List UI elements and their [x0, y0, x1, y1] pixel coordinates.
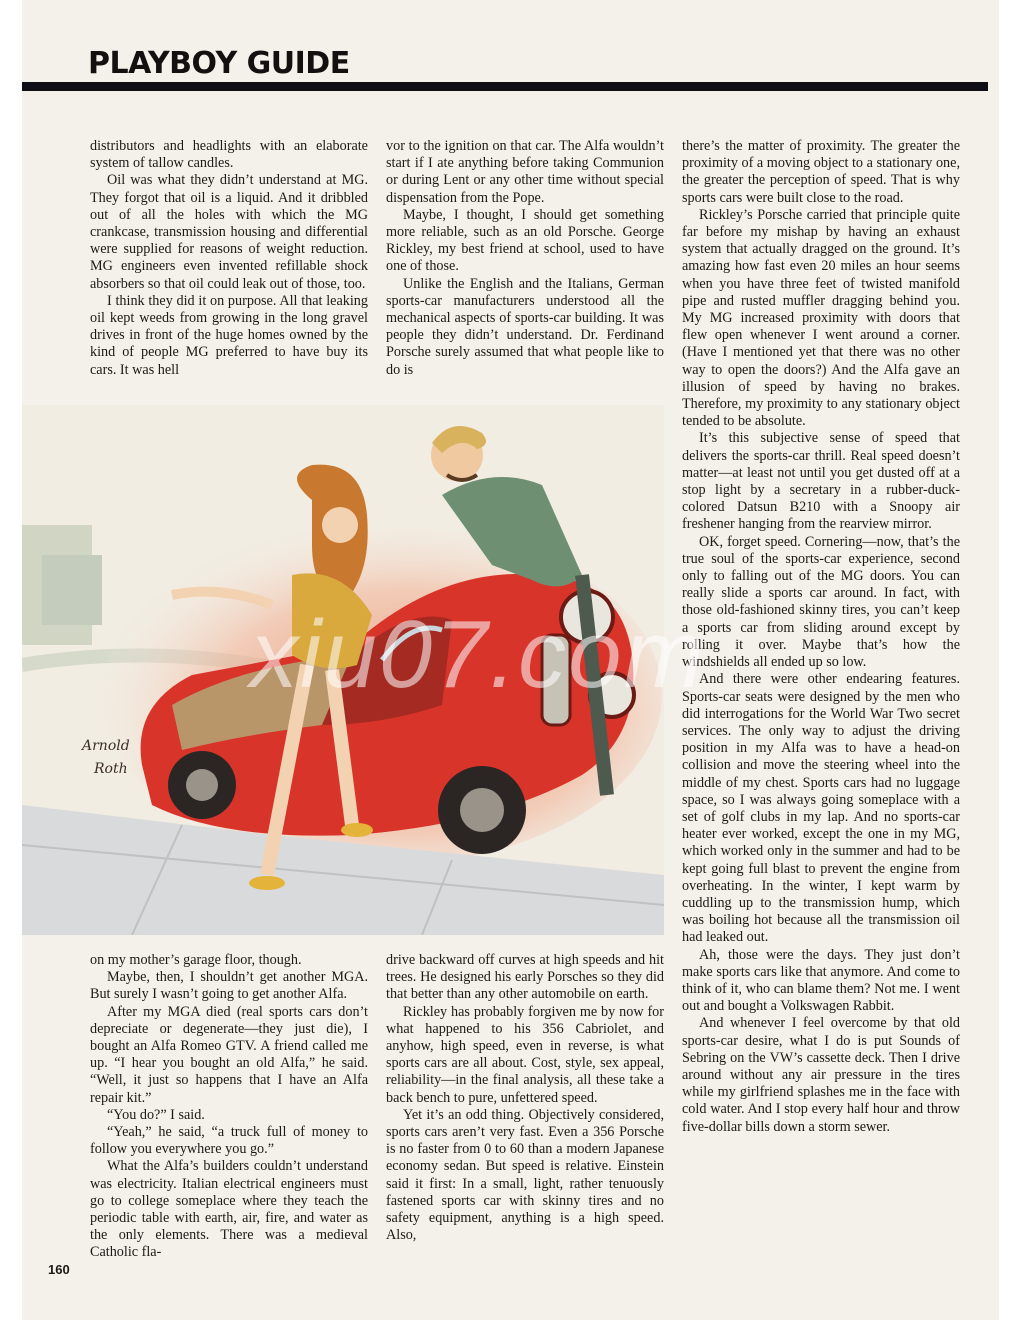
paragraph: And there were other endearing features. Sports-car seats were designed by the men who did interrogations for the World War Two secret services. The only way to adjust the driving position in my Alfa was to have a head-on collision and move the steering wheel into the middle of my chest. Sports cars had no luggage space, so I was always going someplace with a set of golf clubs in my lap. And no sports-car heater ever worked, except the one in my MG, which worked only in the summer and had to be kept going full blast to prevent the engine from overheating. In the winter, I kept warm by cuddling up to the transmission hump, which was boiling hot because all the transmission oil had leaked out.: [682, 671, 960, 946]
paragraph: “You do?” I said.: [107, 1106, 205, 1123]
artist-signature-line1: Arnold: [82, 738, 130, 754]
page-number: 160: [48, 1262, 70, 1277]
header-rule: [22, 82, 988, 91]
column-1-bottom: [90, 952, 368, 1262]
paragraph: “Yeah,” he said, “a truck full of money to follow you everywhere you go.”: [90, 1124, 368, 1158]
column-2-top: [386, 138, 664, 379]
column-2-bottom: [386, 952, 664, 1244]
paragraph: on my mother’s garage floor, though.: [90, 952, 302, 968]
paragraph: Yet it’s an odd thing. Objectively considered, sports cars aren’t very fast. Even a 356 Porsche is no faster from 0 to 60 than a modern Japanese economy sedan. But speed is relative. Einstein said it first: In a small, light, rather tenuously fastened sports car with skinny tires and no safety equipment, anything is a high speed. Also,: [386, 1106, 664, 1244]
page-margin-strip: [999, 0, 1020, 1320]
cartoon-illustration: [22, 405, 664, 935]
paragraph: Oil was what they didn’t understand at MG. They forgot that oil is a liquid. And it dribbled out of all the holes with which the MG crankcase, transmission housing and differential were supplied for reasons of weight reduction. MG engineers even invented refillable shock absorbers so that oil could leak out of those, too.: [90, 172, 368, 292]
paragraph: Rickley has probably forgiven me by now for what happened to his 356 Cabriolet, and anyhow, high speed, even in reverse, is what sports cars are all about. Cost, style, sex appeal, reliability—in the final analysis, all these take a back bench to pure, unfettered speed.: [386, 1003, 664, 1106]
paragraph: vor to the ignition on that car. The Alfa wouldn’t start if I ate anything before taking Communion or during Lent or any other time without special dispensation from the Pope.: [386, 138, 664, 206]
column-3: [682, 138, 960, 1136]
sports-car-cartoon: [22, 405, 664, 935]
paragraph: It’s this subjective sense of speed that delivers the sports-car thrill. Real speed doesn’t matter—at least not until you get dusted off at a stop light by a secretary in a rubber-duck-colored Datsun B210 with a Snoopy air freshener hanging from the rearview mirror.: [682, 430, 960, 533]
paragraph: Ah, those were the days. They just don’t make sports cars like that anymore. And come to think of it, who can blame them? Not me. I went out and bought a Volkswagen Rabbit.: [682, 946, 960, 1015]
watermark-text: xiu07.com: [250, 601, 706, 708]
paragraph: Rickley’s Porsche carried that principle quite far before my mishap by having an exhaust system that actually dragged on the ground. It’s amazing how fast even 20 miles an hour seems when you have three feet of twisted manifold pipe and rusted muffler dragging behind you. My MG increased proximity with doors that flew open whenever I went around a corner. (Have I mentioned yet that there was no other way to open the doors?) And the Alfa gave an illusion of speed by having no brakes. Therefore, my proximity to any stationary object tended to be absolute.: [682, 206, 960, 430]
section-header: PLAYBOY GUIDE: [88, 46, 350, 81]
paragraph: And whenever I feel overcome by that old sports-car desire, what I do is put Sounds of Sebring on the VW’s cassette deck. Then I drive around without any air pressure in the tires while my girlfriend splashes me in the face with cold water. And I stop every half hour and throw five-dollar bills down a storm sewer.: [682, 1015, 960, 1135]
paragraph: Maybe, then, I shouldn’t get another MGA. But surely I wasn’t going to get another Alfa.: [90, 969, 368, 1003]
paragraph: distributors and headlights with an elaborate system of tallow candles.: [90, 138, 368, 172]
paragraph: Maybe, I thought, I should get something more reliable, such as an old Porsche. George Rickley, my best friend at school, used to have one of those.: [386, 206, 664, 275]
artist-signature-line2: Roth: [94, 761, 128, 777]
paragraph: After my MGA died (real sports cars don’t depreciate or degenerate—they just die), I bought an Alfa Romeo GTV. A friend called me up. “I hear you bought an old Alfa,” he said. “Well, it just so happens that I have an Alfa repair kit.”: [90, 1003, 368, 1106]
paragraph: there’s the matter of proximity. The greater the proximity of a moving object to a stationary one, the greater the perception of speed. That is why sports cars were built close to the road.: [682, 138, 960, 206]
paragraph: OK, forget speed. Cornering—now, that’s the true soul of the sports-car experience, second only to falling out of the MG doors. You can really slide a sports car around. In fact, with those old-fashioned skinny tires, you can’t keep a sports car from sliding around except by rolling it over. Maybe that’s how the windshields all ended up so low.: [682, 533, 960, 671]
paragraph: What the Alfa’s builders couldn’t understand was electricity. Italian electrical engineers must go to college someplace where they teach the periodic table with earth, air, fire, and water as the only elements. There was a medieval Catholic fla-: [90, 1158, 368, 1261]
paragraph: I think they did it on purpose. All that leaking oil kept weeds from growing in the long gravel drives in front of the huge homes owned by the kind of people MG preferred to have buy its cars. It was hell: [90, 292, 368, 378]
paragraph: Unlike the English and the Italians, German sports-car manufacturers understood all the mechanical aspects of sports-car building. It was people they didn’t understand. Dr. Ferdinand Porsche surely assumed that what people like to do is: [386, 275, 664, 378]
paragraph: drive backward off curves at high speeds and hit trees. He designed his early Porsches so they did that better than any other automobile on earth.: [386, 952, 664, 1003]
column-1-top: [90, 138, 368, 379]
